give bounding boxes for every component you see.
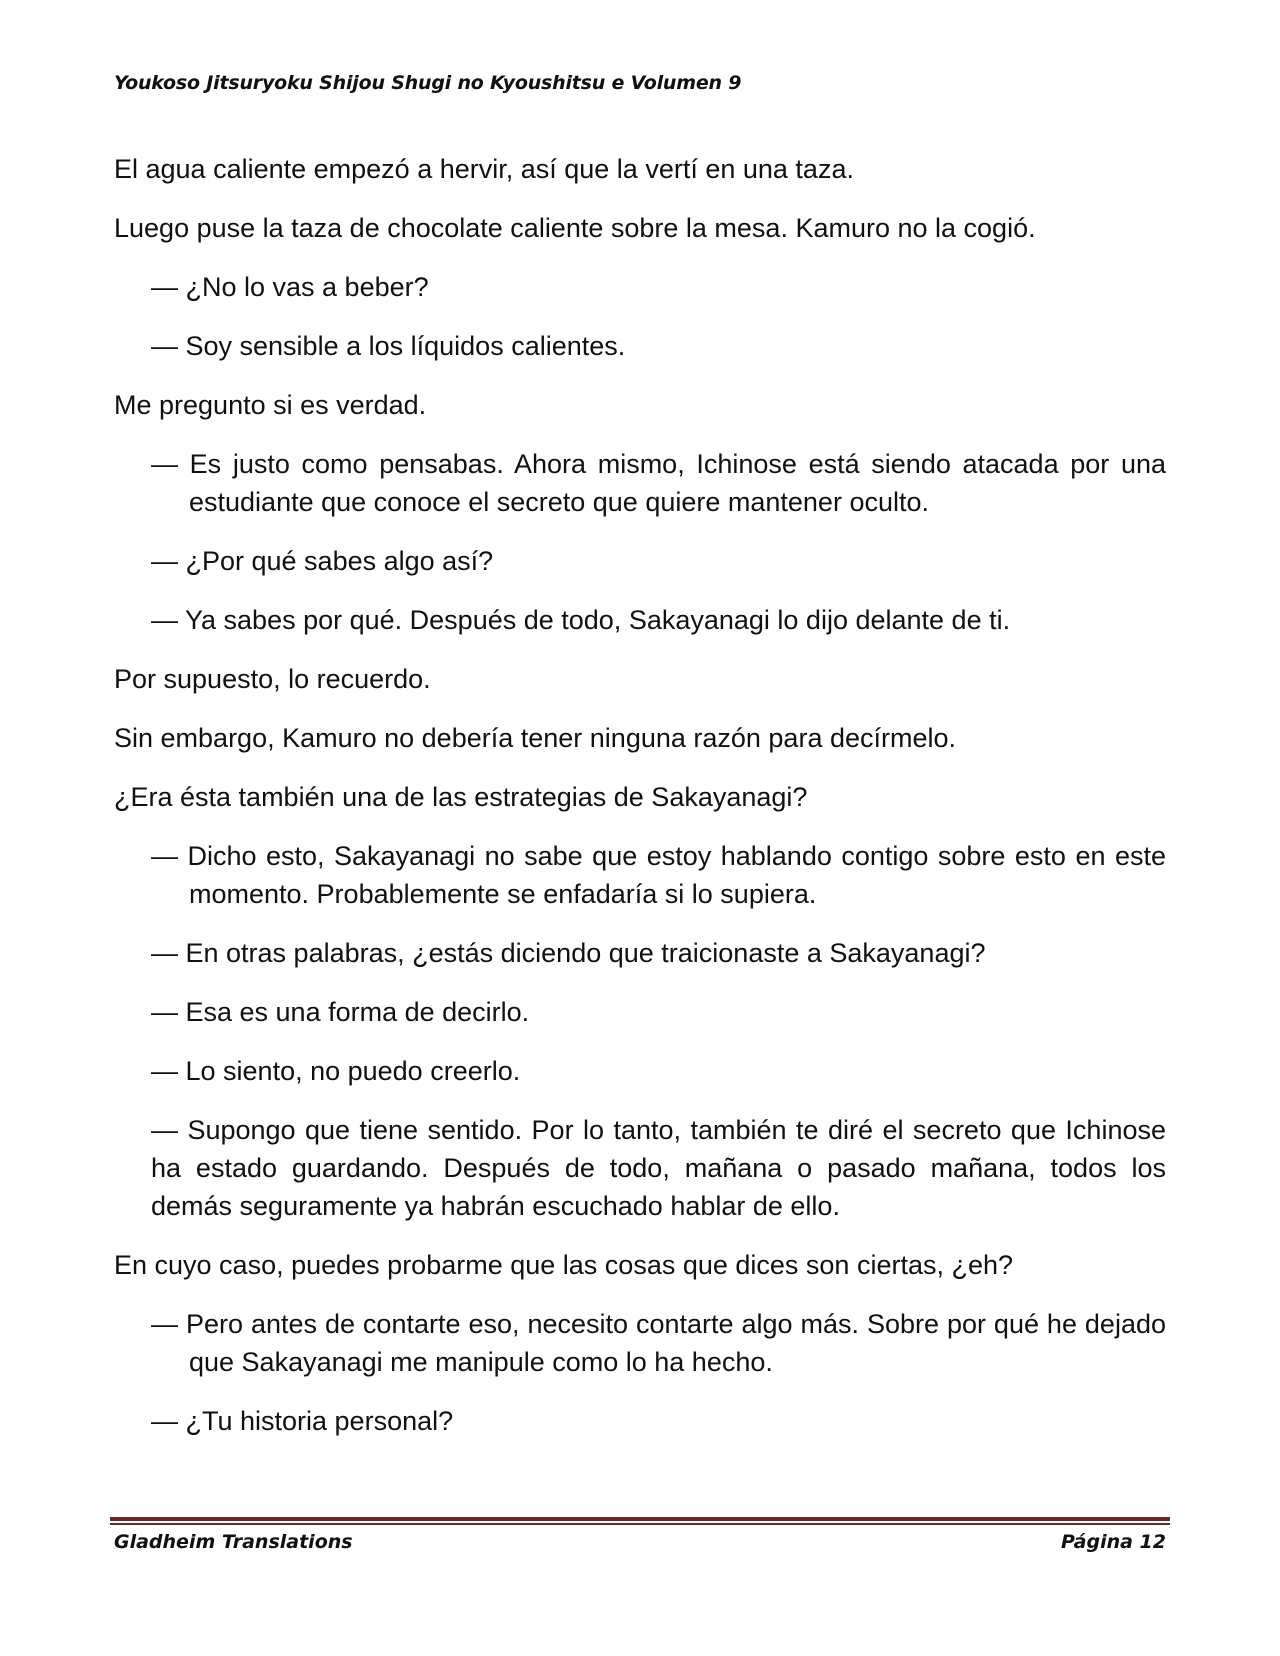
paragraph-dialog: — Esa es una forma de decirlo. xyxy=(151,997,530,1027)
paragraph-dialog: — Es justo como pensabas. Ahora mismo, Ichinose está siendo atacada por una estudiante que conoce el secreto que quiere mantener oculto. xyxy=(151,449,1166,517)
paragraph-dialog: — ¿No lo vas a beber? xyxy=(151,272,429,302)
footer-divider-thick xyxy=(110,1517,1170,1521)
paragraph-narration: En cuyo caso, puedes probarme que las cosas que dices son ciertas, ¿eh? xyxy=(114,1250,1014,1280)
paragraph-dialog: — Soy sensible a los líquidos calientes. xyxy=(151,331,626,361)
paragraph-dialog: — ¿Tu historia personal? xyxy=(151,1406,454,1436)
paragraph-narration: Por supuesto, lo recuerdo. xyxy=(114,664,431,694)
paragraph-dialog: — Supongo que tiene sentido. Por lo tanto, también te diré el secreto que Ichinose ha estado guardando. Después de todo, mañana o pasado mañana, todos los demás seguramente ya habrán escuchado hablar de ello. xyxy=(151,1115,1166,1221)
paragraph-dialog: — Dicho esto, Sakayanagi no sabe que estoy hablando contigo sobre esto en este momento. Probablemente se enfadaría si lo supiera. xyxy=(151,841,1166,909)
paragraph-narration: Luego puse la taza de chocolate caliente sobre la mesa. Kamuro no la cogió. xyxy=(114,213,1036,243)
paragraph-dialog: — En otras palabras, ¿estás diciendo que traicionaste a Sakayanagi? xyxy=(151,938,986,968)
page-header-title: Youkoso Jitsuryoku Shijou Shugi no Kyoushitsu e Volumen 9 xyxy=(114,72,742,94)
paragraph-narration: Me pregunto si es verdad. xyxy=(114,390,427,420)
paragraph-narration: El agua caliente empezó a hervir, así que la vertí en una taza. xyxy=(114,154,854,184)
paragraph-dialog: — ¿Por qué sabes algo así? xyxy=(151,546,494,576)
document-body xyxy=(114,150,1166,1461)
paragraph-dialog: — Pero antes de contarte eso, necesito contarte algo más. Sobre por qué he dejado que Sakayanagi me manipule como lo ha hecho. xyxy=(151,1309,1166,1377)
paragraph-narration: Sin embargo, Kamuro no debería tener ninguna razón para decírmelo. xyxy=(114,723,957,753)
paragraph-dialog: — Ya sabes por qué. Después de todo, Sakayanagi lo dijo delante de ti. xyxy=(151,605,1011,635)
footer-page-number: Página 12 xyxy=(1060,1531,1166,1553)
footer-publisher: Gladheim Translations xyxy=(114,1531,353,1553)
paragraph-dialog: — Lo siento, no puedo creerlo. xyxy=(151,1056,521,1086)
paragraph-narration: ¿Era ésta también una de las estrategias de Sakayanagi? xyxy=(114,782,808,812)
footer-divider-thin xyxy=(110,1523,1170,1525)
